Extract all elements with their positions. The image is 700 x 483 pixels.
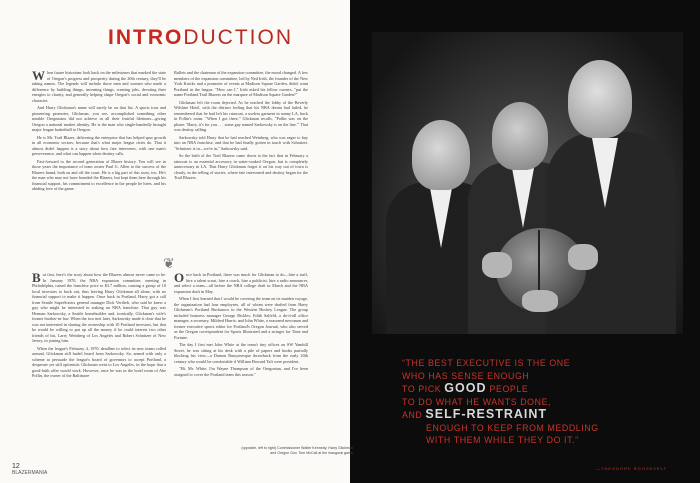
quote-line (402, 382, 692, 396)
quote-text: ENOUGH TO KEEP FROM MEDDLING (426, 422, 599, 433)
paragraph: Fast-forward to the second generation of Blazer history. You will see in those years the importance of team owner Paul G. Allen to the success of the Blazers brand, both on and off the court. He is a big part of this story, too. He's the man who may not have founded the Blazers, but kept them here through his financial support, his commitment to excellence in the people he hires, and his abiding love of the game. (32, 158, 166, 191)
title-bold: INTRO (108, 26, 184, 49)
paragraph-text: ut first, here's the story about how the Blazers almost never came to be. In January 1970, the NBA expansion committee, meeting in Philadelphia, raised the franchise price to $3.7 million, causing a group of 10 local investors to back out, thus leaving Harry Glickman all alone, with no financial support to make it happen. Once back in Portland, Harry got a call from Seattle SuperSonics general manager Dick Vertlieb, who said he knew a guy who might be interested in staking an NBA franchise. That guy was Herman Sarkowsky, a Seattle homebuilder and, ironically, Glickman's wife's former brother-in-law. When the two met later, Sarkowsky made it clear that he was not interested in sharing the ownership with 10 Portland investors, but that he would be willing to put up all the money if he could interest two other friends of his, Larry Weinberg of Los Angeles and Robert Schnitzer of New Jersey, in joining him. (32, 272, 166, 343)
paragraph: Bullets and the chairman of the expansion committee, the mood changed. A few members of the expansion committee, led by Ned Irish, the founder of the New York Knicks and a promoter of events at Madison Square Garden, didn't want Portland in the league. "How can I," Irish asked his fellow owners, "put the name Portland Trail Blazers on the marquee of Madison Square Garden?" (174, 70, 308, 97)
hand (568, 244, 598, 270)
quote-text: PEOPLE (486, 384, 529, 394)
photo-caption: (opposite, left to right) Commissioner Walter Kennedy, Harry Glickman, and Oregon Gov. Tom McCall at the inaugural game. (241, 446, 354, 455)
pull-quote (402, 357, 692, 447)
quote-text: WHO HAS SENSE ENOUGH (402, 370, 530, 381)
quote-line (402, 434, 692, 447)
quote-line (402, 408, 692, 422)
column-3 (32, 272, 166, 462)
title-light: DUCTION (183, 26, 293, 49)
drop-cap: B (32, 270, 41, 285)
paragraph (32, 70, 166, 103)
drop-cap: O (174, 270, 185, 285)
column-2 (174, 70, 308, 240)
face (492, 102, 548, 170)
face (412, 120, 470, 190)
quote-attribution: —THEODORE ROOSEVELT (596, 466, 667, 471)
paragraph: And Harry Glickman's name will surely be on that list. A sports icon and pioneering promoter, Glickman, you see, accomplished something other notable Oregonians did not achieve in all their fruitful lifetimes—giving Oregon a national market identity. He is the man who single-handedly brought major league basketball to Oregon. (32, 105, 166, 132)
paragraph (174, 272, 308, 294)
photo (372, 32, 683, 334)
quote-line (402, 357, 692, 370)
paragraph: The day I first met John White at the team's tiny offices on SW Yamhill Street, he was sitting at his desk with a pile of papers and books partially blocking his view—a Damon Runyonesque throwback from the early 20th century who would be comfortable if William Howard Taft were president. (174, 342, 308, 364)
paragraph: So the birth of the Trail Blazers came down to the fact that in February a raincoat is an essential accessory in water-soaked Oregon, but is completely unnecessary in LA. That Harry Glickman forgot it on his way out of town is clearly, in the telling of stories, where fate intervened and destiny began for the Trail Blazers. (174, 153, 308, 180)
paragraph: Sarkowsky told Harry that he had reached Weinberg, who was eager to buy into an NBA franchise, and that he had finally gotten in touch with Schnitzer. "Schnitzer is in—we're in," Sarkowsky said. (174, 134, 308, 151)
drop-cap: W (32, 68, 45, 83)
paragraph: Glickman left the room dejected. As he reached the lobby of the Beverly Wilshire Hotel, with the distinct feeling that his NBA dream had failed, he remembered that he had left his raincoat, a useless garment in sunny LA, back in Pollin's room. "When I got there," Glickman recalls, "Pollin was on the phone: 'Harry, it's for you . . . some guy named Sarkowsky is on the line.'" That was destiny calling. (174, 99, 308, 132)
ornament-icon: ❦ (163, 256, 175, 272)
quote-line (402, 422, 692, 435)
face (568, 60, 632, 138)
paragraph-text: nce back in Portland, there was much for Glickman to do—hire a staff, hire a talent scout, hire a coach, hire a publicist, hire a radio announcer, and select a team—all before the NBA college draft in March and the NBA expansion draft in May. (174, 272, 308, 294)
quote-text: “THE BEST EXECUTIVE IS THE ONE (402, 358, 571, 368)
hand (482, 252, 512, 278)
quote-text: AND (402, 410, 426, 420)
paragraph: He is Mr. Trail Blazer, delivering the enterprise that has helped spur growth in all economic sectors, because that's what major league cities do. That it almost didn't happen is a story about how fate intervenes, with one man's perseverance, and what can happen when destiny calls. (32, 134, 166, 156)
paragraph: "Hi, Mr. White, I'm Wayne Thompson of the Oregonian, and I've been assigned to cover the Portland team this season." (174, 366, 308, 377)
quote-text: WITH THEM WHILE THEY DO IT.” (426, 435, 579, 445)
column-1 (32, 70, 166, 240)
page-number: 12 (12, 463, 20, 470)
folio (12, 463, 47, 476)
hand (522, 290, 558, 312)
paragraph-text: hen future historians look back on the milestones that marked the state of Oregon's progress and prosperity during the 20th century, they'll be taking names. The legends will include those men and women who made a difference by building things, inventing things, creating jobs, devoting their energies to charity, and generally helping shape Oregon's social and economic character. (32, 70, 166, 103)
column-4 (174, 272, 308, 462)
quote-emphasis: SELF-RESTRAINT (425, 407, 548, 421)
paragraph (32, 272, 166, 344)
paragraph: When the league's February 4, 1970, deadline to select its new teams rolled around, Glickman still hadn't heard from Sarkowsky. So, armed with only a scheme to persuade the league's board of governors to accept Portland, a desperate yet still optimistic Glickman went to Los Angeles, in the hope that a good-faith offer would work. However, once he was in the hotel room of Abe Pollin, the owner of the Baltimore (32, 345, 166, 378)
quote-text: TO PICK (402, 384, 445, 394)
quote-text: TO DO WHAT HE WANTS DONE, (402, 396, 552, 407)
folio-label: BLAZERMANIA (12, 470, 48, 476)
page-title (108, 26, 293, 50)
quote-emphasis: GOOD (444, 381, 487, 395)
paragraph: When I first learned that I would be covering the team on its maiden voyage, the organization had four employees, all of whom were drafted from Harry Glickman's Portland Buckaroos in the Western Hockey League. The group included business manager George Rickles; Edith Salfeld, a do-it-all office manager; a secretary, Mildred Harris; and John White, a seasoned newsman and former executive sports editor for Portland's Oregon Journal, who also served as the Oregon correspondent for Sports Illustrated and a stringer for Time and Fortune. (174, 296, 308, 340)
